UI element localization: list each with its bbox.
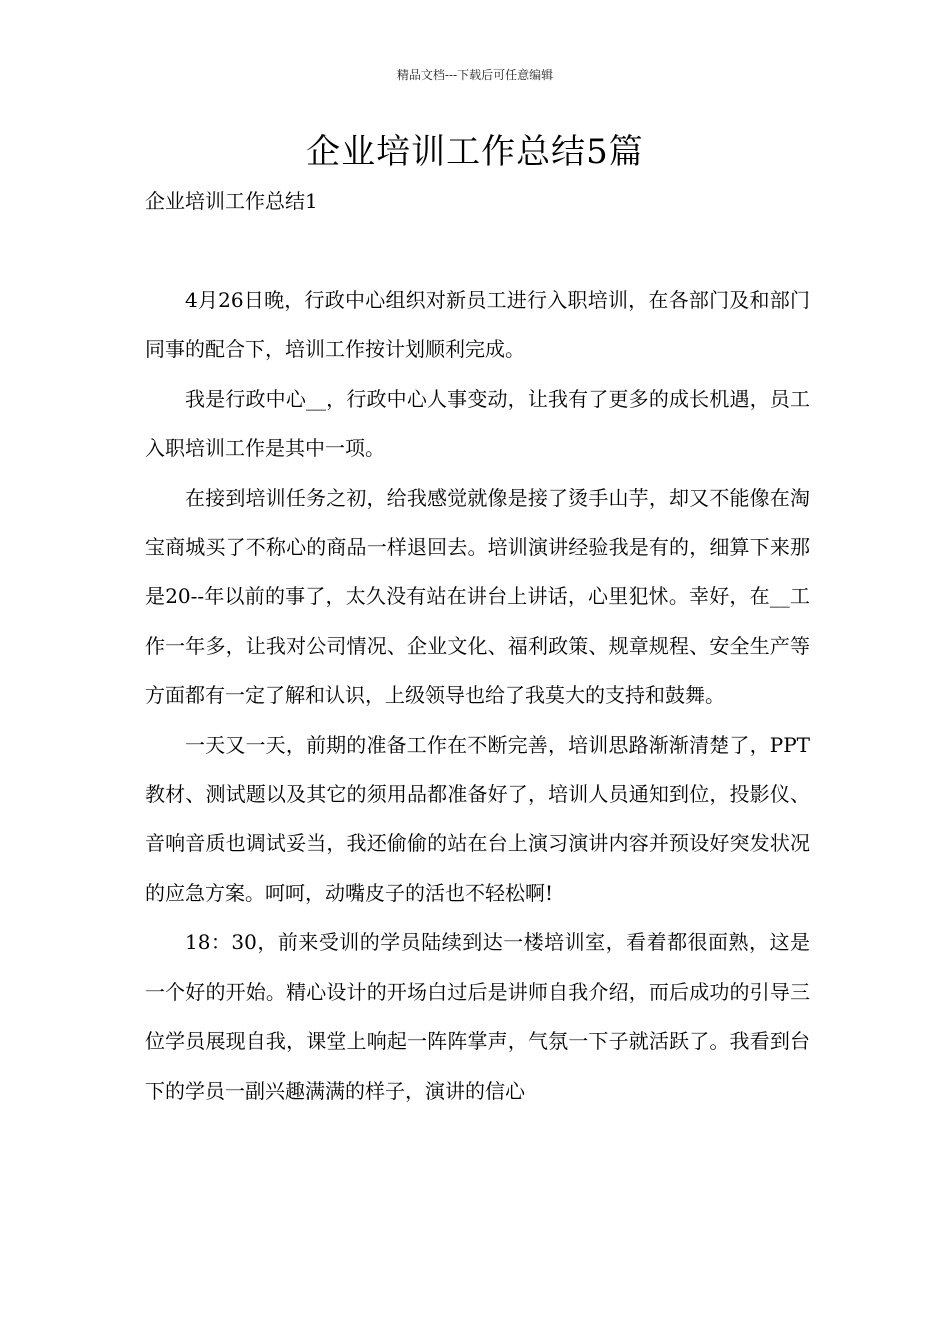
section-heading: 企业培训工作总结1 — [145, 189, 318, 213]
paragraph: 在接到培训任务之初，给我感觉就像是接了烫手山芋，却又不能像在淘宝商城买了不称心的商品一样退回去。培训演讲经验我是有的，细算下来那是20--年以前的事了，太久没有站在讲台上讲话，心里犯怵。幸好，在__工作一年多，让我对公司情况、企业文化、福利政策、规章规程、安全生产等方面都有一定了解和认识，上级领导也给了我莫大的支持和鼓舞。 — [145, 485, 810, 708]
paragraph: 4月26日晚，行政中心组织对新员工进行入职培训，在各部门及和部门同事的配合下，培训工作按计划顺利完成。 — [145, 288, 810, 362]
paragraph: 一天又一天，前期的准备工作在不断完善，培训思路渐渐清楚了，PPT教材、测试题以及其它的须用品都准备好了，培训人员通知到位，投影仪、音响音质也调试妥当，我还偷偷的站在台上演习演讲内容并预设好突发状况的应急方案。呵呵，动嘴皮子的活也不轻松啊! — [145, 732, 810, 905]
document-title: 企业培训工作总结5篇 — [306, 132, 644, 172]
paragraph: 我是行政中心__，行政中心人事变动，让我有了更多的成长机遇，员工入职培训工作是其中一项。 — [145, 386, 810, 461]
document-body — [145, 276, 810, 1116]
paragraph: 18：30，前来受训的学员陆续到达一楼培训室，看着都很面熟，这是一个好的开始。精心设计的开场白过后是讲师自我介绍，而后成功的引导三位学员展现自我，课堂上响起一阵阵掌声，气氛一下子就活跃了。我看到台下的学员一副兴趣满满的样子，演讲的信心 — [145, 930, 810, 1103]
header-note: 精品文档---下载后可任意编辑 — [396, 68, 554, 82]
